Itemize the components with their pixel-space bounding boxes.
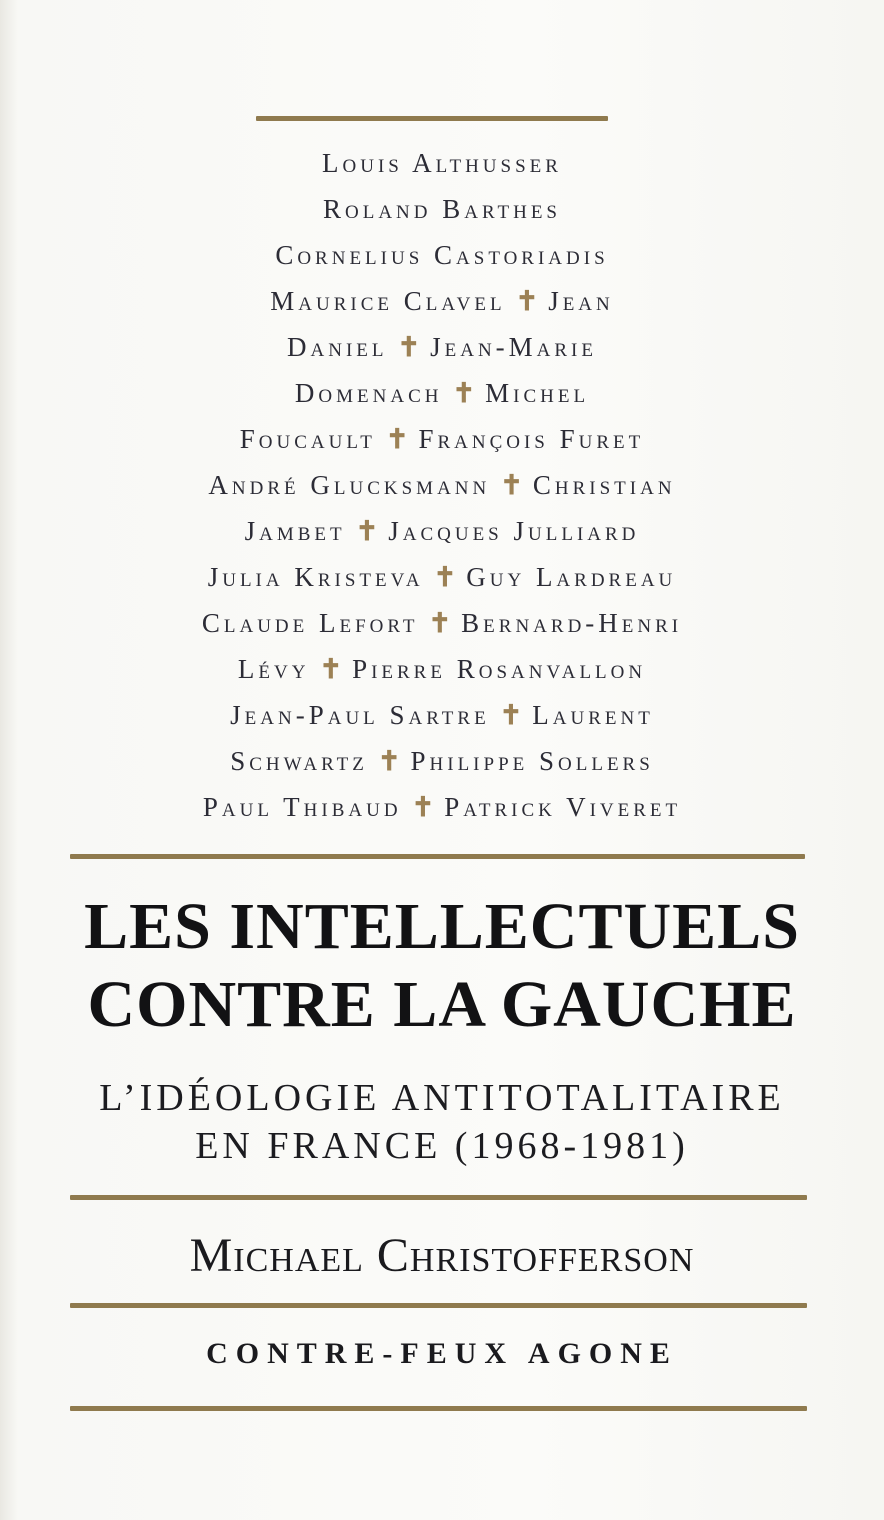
names-line	[60, 646, 824, 692]
contributor-name: Paul Thibaud	[202, 792, 402, 822]
contributor-name: Jean-Paul Sartre	[230, 700, 490, 730]
contributor-name: Louis Althusser	[322, 148, 562, 178]
names-line	[60, 324, 824, 370]
contributor-name: Christian	[532, 470, 676, 500]
names-line	[60, 738, 824, 784]
contributor-name: Daniel	[287, 332, 388, 362]
cross-icon: ✝	[500, 470, 523, 500]
bottom-rule	[70, 1406, 807, 1411]
contributor-name: Maurice Clavel	[270, 286, 506, 316]
names-line	[60, 232, 824, 278]
names-line	[60, 462, 824, 508]
cross-icon: ✝	[433, 562, 457, 592]
contributor-name: Domenach	[294, 378, 443, 408]
title-line-1: LES INTELLECTUELS	[84, 890, 800, 963]
names-line	[60, 692, 824, 738]
names-line	[60, 600, 824, 646]
rule-above-author	[70, 1195, 807, 1200]
contributor-name: Michel	[485, 378, 590, 408]
contributor-name: Pierre Rosanvallon	[352, 654, 647, 684]
contributor-name: Guy Lardreau	[466, 562, 677, 592]
book-title	[60, 888, 824, 1044]
contributor-name: Philippe Sollers	[410, 746, 654, 776]
author-name: Michael Christofferson	[189, 1229, 695, 1282]
cross-icon: ✝	[377, 746, 401, 776]
names-line	[60, 140, 824, 186]
contributor-name: Schwartz	[230, 746, 368, 776]
contributor-name: Jean-Marie	[430, 332, 597, 362]
names-line	[60, 508, 824, 554]
cross-icon: ✝	[411, 792, 435, 822]
top-rule	[256, 116, 608, 121]
rule-above-title	[70, 854, 805, 859]
subtitle-line-2: EN FRANCE (1968-1981)	[195, 1125, 689, 1167]
names-line	[60, 784, 824, 830]
contributor-name: Roland Barthes	[322, 194, 561, 224]
cross-icon: ✝	[499, 700, 523, 730]
rule-above-publisher	[70, 1303, 807, 1308]
cross-icon: ✝	[385, 424, 409, 454]
contributor-name: Julia Kristeva	[207, 562, 424, 592]
names-line	[60, 370, 824, 416]
contributor-name: Claude Lefort	[201, 608, 419, 638]
contributor-name: Laurent	[532, 700, 654, 730]
cross-icon: ✝	[319, 654, 343, 684]
contributor-name: Cornelius Castoriadis	[275, 240, 609, 270]
contributor-name: Foucault	[239, 424, 376, 454]
publisher-imprint: CONTRE-FEUX AGONE	[206, 1337, 678, 1370]
names-line	[60, 416, 824, 462]
cross-icon: ✝	[452, 378, 476, 408]
contributor-name: François Furet	[418, 424, 645, 454]
names-line	[60, 278, 824, 324]
names-line	[60, 554, 824, 600]
cross-icon: ✝	[515, 286, 539, 316]
contributor-name: André Glucksmann	[208, 470, 491, 500]
contributor-name: Jacques Julliard	[388, 516, 640, 546]
subtitle-line-1: L’IDÉOLOGIE ANTITOTALITAIRE	[99, 1077, 785, 1119]
names-line	[60, 186, 824, 232]
contributor-name: Patrick Viveret	[444, 792, 682, 822]
contributor-name: Jambet	[244, 516, 346, 546]
cross-icon: ✝	[355, 516, 379, 546]
contributor-name: Lévy	[237, 654, 310, 684]
cross-icon: ✝	[397, 332, 421, 362]
contributor-name: Jean	[548, 286, 614, 316]
cross-icon: ✝	[428, 608, 452, 638]
contributor-name: Bernard-Henri	[461, 608, 683, 638]
book-subtitle	[60, 1074, 824, 1170]
title-line-2: CONTRE LA GAUCHE	[87, 968, 797, 1041]
contributor-names	[60, 140, 824, 830]
